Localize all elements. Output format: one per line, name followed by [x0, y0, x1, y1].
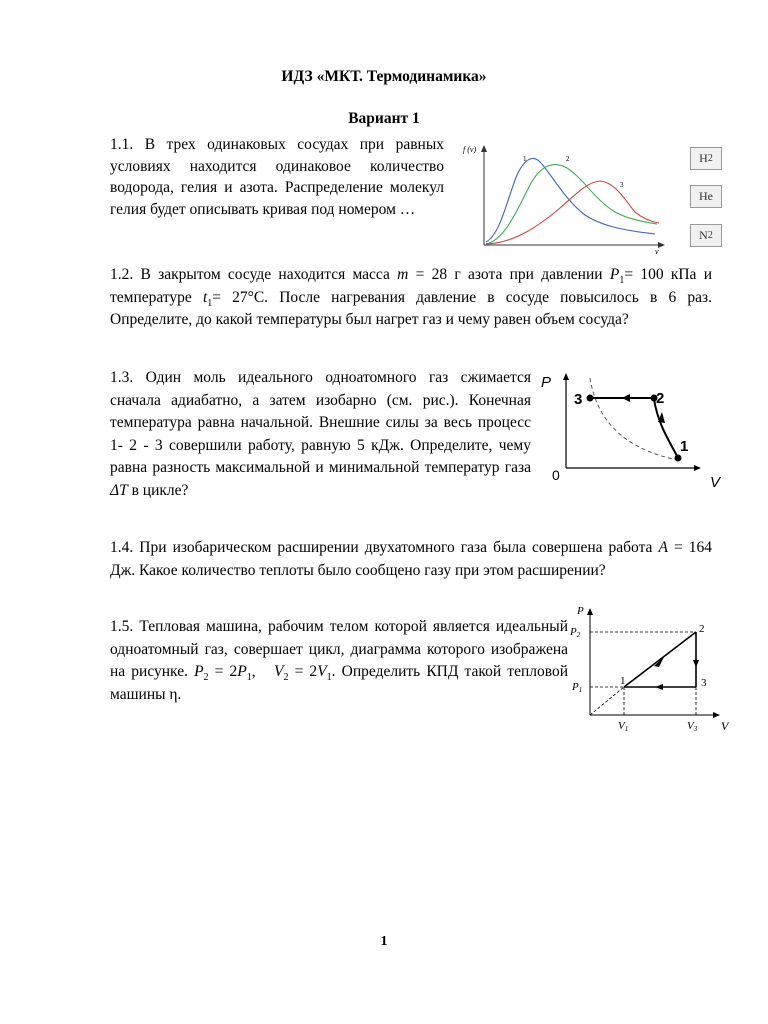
task-number: 1.5. — [110, 618, 134, 635]
variant-heading: Вариант 1 — [348, 110, 420, 127]
var-v: V — [273, 663, 284, 680]
answer-label: N — [699, 228, 708, 242]
point-label-3: 3 — [574, 391, 583, 408]
p-axis-label: P — [541, 374, 552, 391]
adiabat-1-2 — [654, 399, 678, 458]
y-axis-arrow — [481, 145, 487, 152]
sub: 2 — [203, 672, 209, 684]
x-axis-label: v — [655, 247, 659, 256]
var-delta-t: ΔT — [110, 481, 128, 499]
answer-label: He — [699, 189, 713, 203]
task-1-1 — [110, 134, 444, 220]
pv-diagram-adiabatic — [538, 370, 728, 495]
var-t: t — [202, 288, 208, 306]
task-text: в цикле? — [127, 481, 189, 499]
path-1-2 — [624, 632, 696, 687]
task-number: 1.1. — [110, 136, 134, 153]
v-axis-label: V — [710, 474, 721, 491]
task-number: 1.4. — [110, 539, 134, 556]
curve-2 — [486, 165, 657, 244]
v1-label: V1 — [618, 720, 629, 733]
page-number: 1 — [380, 934, 388, 949]
task-number: 1.3. — [110, 369, 134, 386]
var-p: P — [609, 266, 620, 283]
task-1-4 — [110, 537, 712, 582]
var-m: m — [397, 266, 409, 283]
point-1 — [675, 455, 682, 462]
var-p: P — [237, 663, 247, 680]
v-axis-arrow — [713, 712, 720, 718]
isotherm-curve — [590, 378, 678, 460]
var-a: A — [658, 539, 668, 556]
point-3 — [587, 395, 594, 402]
task-1-5 — [110, 616, 568, 706]
task-text: Один моль идеального одноатомного газ сжимается сначала адиабатно, а затем изобарно (см. рис.). Конечная температура равна начальной. Внешние силы за весь процесс 1- 2 - 3 совершили работу, равную 5 кДж. Определите, чему равна разность максимальной и минимальной температур газа — [110, 369, 532, 476]
y-axis-label: f (v) — [463, 145, 477, 154]
origin-guide — [590, 687, 624, 715]
sub: 1 — [619, 275, 625, 287]
sub: 1 — [246, 672, 252, 684]
document-title: ИДЗ «МКТ. Термодинамика» — [281, 68, 487, 85]
distribution-graph — [455, 140, 685, 255]
p-axis-arrow — [587, 608, 593, 615]
task-text: = 100 кПа и температуре — [110, 266, 712, 306]
curve-label-3: 3 — [620, 181, 624, 189]
origin-label: 0 — [552, 467, 560, 483]
point-label-2: 2 — [656, 390, 665, 407]
x-axis-arrow — [658, 242, 665, 248]
eq-text: = 2 — [208, 663, 238, 680]
task-text: = 28 г азота при давлении — [408, 266, 610, 283]
answer-button-h2[interactable]: H 2 — [690, 147, 722, 170]
point-label-3: 3 — [701, 677, 707, 689]
arrow-left — [622, 394, 630, 402]
v-axis-arrow — [694, 465, 701, 471]
p-axis-arrow — [563, 373, 569, 380]
task-text: В трех одинаковых сосудах при равных условиях находится одинаковое количество водорода, гелия и азота. Распределение молекул гелия будет описывать кривая под номером … — [110, 136, 444, 218]
sub: 2 — [283, 672, 289, 684]
eq-sep: , — [251, 663, 274, 680]
pv-diagram-cycle — [565, 600, 740, 740]
task-text: . Определить КПД такой тепловой машины — [110, 663, 568, 703]
v-axis-label: V — [721, 719, 729, 733]
curve-label-1: 1 — [523, 155, 527, 163]
task-1-3 — [110, 367, 531, 502]
arrow-3-1 — [655, 684, 663, 690]
var-eta: η — [169, 685, 178, 703]
p2-label: P2 — [570, 626, 581, 639]
task-text: = 164 Дж. Какое количество теплоты было сообщено газу при этом расширении? — [110, 539, 713, 579]
point-label-1: 1 — [620, 675, 626, 687]
sub: 1 — [326, 672, 332, 684]
answer-label: H — [699, 151, 708, 165]
p1-label: P1 — [572, 681, 583, 694]
answer-button-he[interactable] — [690, 185, 722, 208]
point-label-1: 1 — [680, 438, 689, 455]
task-text: = 27°С. После нагревания давление в сосуде повысилось в 6 раз. Определите, до какой температуры был нагрет газ и чему равен объем сосуда? — [110, 288, 712, 328]
answer-button-n2[interactable]: N 2 — [690, 224, 722, 247]
eq-text: = 2 — [288, 663, 318, 680]
task-1-2 — [110, 264, 712, 332]
arrow-2-3 — [693, 660, 699, 668]
sub: 1 — [207, 297, 213, 309]
task-text: В закрытом сосуде находится масса — [140, 266, 398, 283]
task-text: . — [177, 685, 182, 703]
p-axis-label: P — [577, 605, 584, 617]
point-label-2: 2 — [699, 623, 705, 635]
task-text: Тепловая машина, рабочим телом которой является идеальный одноатомный газ, совершает цикл, диаграмма которого изображена на рисунке. — [110, 618, 569, 680]
var-p: P — [194, 663, 204, 680]
curve-label-2: 2 — [566, 155, 570, 163]
v3-label: V3 — [687, 720, 698, 733]
var-v: V — [317, 663, 327, 680]
task-number: 1.2. — [110, 266, 134, 283]
task-text: При изобарическом расширении двухатомного газа была совершена работа — [139, 539, 659, 556]
